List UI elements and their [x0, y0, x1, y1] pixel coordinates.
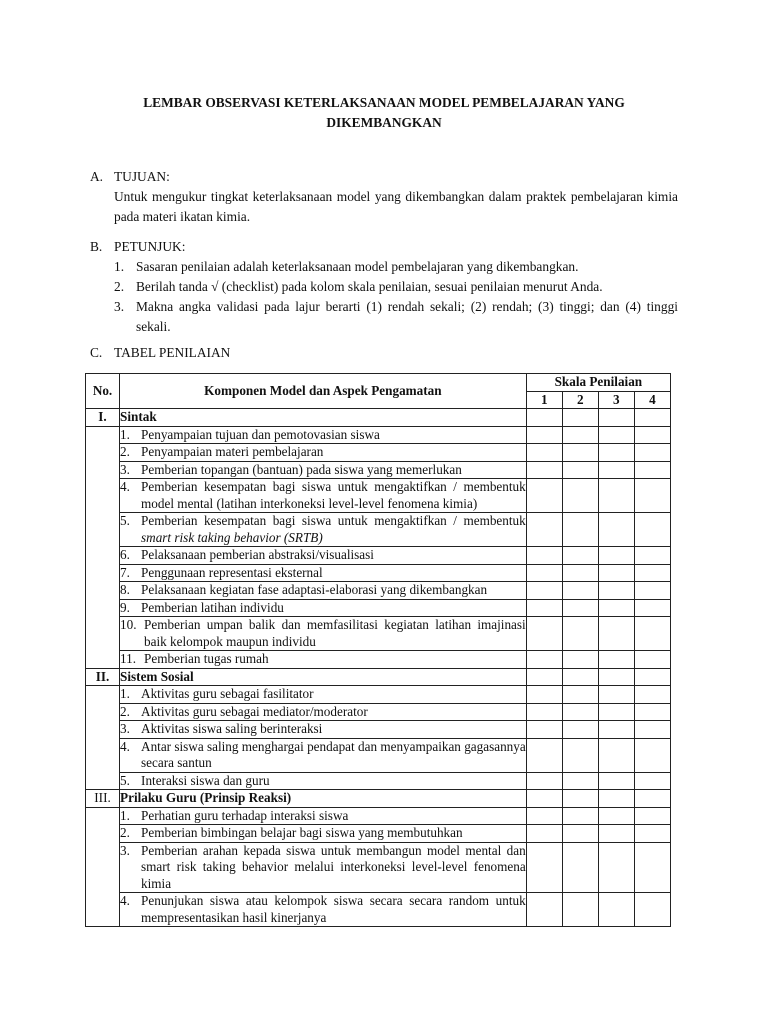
rating-cell-3[interactable]	[598, 790, 634, 808]
aspect-text-plain: Aktivitas guru sebagai mediator/moderator	[141, 703, 368, 719]
row-number: III.	[86, 790, 120, 808]
aspect-text	[144, 617, 526, 650]
aspect-text-plain: Penyampaian materi pembelajaran	[141, 444, 324, 459]
header-no: No.	[86, 374, 120, 409]
rating-cell-2[interactable]	[562, 479, 598, 513]
rating-cell-3[interactable]	[598, 444, 634, 462]
aspect-text-plain: Pemberian latihan individu	[141, 599, 284, 615]
instruction-item	[114, 297, 678, 337]
rating-cell-4[interactable]	[634, 547, 670, 565]
rating-cell-1[interactable]	[526, 444, 562, 462]
row-number-empty	[86, 721, 120, 739]
section-petunjuk	[90, 237, 678, 337]
rating-cell-1[interactable]	[526, 668, 562, 686]
section-marker: C.	[90, 345, 103, 360]
header-component: Komponen Model dan Aspek Pengamatan	[120, 374, 527, 409]
rating-cell-4[interactable]	[634, 893, 670, 927]
row-number-empty	[86, 461, 120, 479]
aspect-text-plain: Interaksi siswa dan guru	[141, 772, 270, 788]
rating-cell-2[interactable]	[562, 738, 598, 772]
header-scale-4: 4	[634, 391, 670, 409]
aspect-text-plain: Penggunaan representasi eksternal	[141, 564, 323, 580]
aspect-number: 2.	[120, 444, 130, 459]
table-row	[86, 564, 671, 582]
instruction-text: Berilah tanda √ (checklist) pada kolom skala penilaian, sesuai penilaian menurut Anda.	[136, 279, 603, 294]
rating-cell-3[interactable]	[598, 564, 634, 582]
rating-cell-2[interactable]	[562, 721, 598, 739]
aspect-text	[141, 843, 526, 893]
rating-cell-1[interactable]	[526, 686, 562, 704]
aspect-cell	[120, 444, 527, 462]
aspect-text	[141, 513, 526, 546]
rating-cell-4[interactable]	[634, 582, 670, 600]
table-row	[86, 703, 671, 721]
table-row	[86, 651, 671, 669]
aspect-number: 3.	[120, 461, 130, 477]
rating-cell-2[interactable]	[562, 668, 598, 686]
aspect-text-plain: Antar siswa saling menghargai pendapat dan menyampaikan gagasannya secara santun	[141, 738, 526, 770]
rating-cell-2[interactable]	[562, 617, 598, 651]
instruction-item	[114, 257, 678, 277]
table-row	[86, 686, 671, 704]
table-row	[86, 426, 671, 444]
row-number-empty	[86, 582, 120, 600]
row-number-empty	[86, 686, 120, 704]
aspect-number: 5.	[120, 513, 130, 528]
table-row	[86, 582, 671, 600]
aspect-number: 4.	[120, 479, 130, 494]
row-number-empty	[86, 738, 120, 772]
rating-cell-1[interactable]	[526, 807, 562, 825]
rating-cell-3[interactable]	[598, 599, 634, 617]
aspect-cell	[120, 426, 527, 444]
aspect-cell	[120, 825, 527, 843]
component-category: Sistem Sosial	[120, 668, 527, 686]
aspect-number: 2.	[120, 825, 130, 840]
rating-cell-1[interactable]	[526, 738, 562, 772]
row-number-empty	[86, 893, 120, 927]
instruction-text: Makna angka validasi pada lajur berarti (1) rendah sekali; (2) rendah; (3) tinggi; dan (4) tinggi sekali.	[136, 299, 678, 334]
section-tabel	[90, 343, 678, 363]
rating-cell-3[interactable]	[598, 479, 634, 513]
rating-cell-2[interactable]	[562, 790, 598, 808]
aspect-cell	[120, 651, 527, 669]
aspect-number: 1.	[120, 807, 130, 823]
row-number-empty	[86, 444, 120, 462]
aspect-text	[141, 893, 526, 926]
rating-cell-3[interactable]	[598, 668, 634, 686]
table-row	[86, 772, 671, 790]
instruction-number: 2.	[114, 279, 125, 294]
aspect-text-plain: Penyampaian tujuan dan pemotovasian siswa	[141, 426, 380, 442]
rating-cell-3[interactable]	[598, 461, 634, 479]
aspect-cell	[120, 461, 527, 479]
row-number-empty	[86, 564, 120, 582]
rating-cell-1[interactable]	[526, 721, 562, 739]
rating-cell-3[interactable]	[598, 617, 634, 651]
aspect-text-plain: Pemberian umpan balik dan memfasilitasi kegiatan latihan imajinasi baik kelompok maupun individu	[144, 617, 526, 649]
rating-cell-3[interactable]	[598, 721, 634, 739]
aspect-cell	[120, 564, 527, 582]
table-row	[86, 738, 671, 772]
rating-cell-4[interactable]	[634, 807, 670, 825]
rating-cell-1[interactable]	[526, 564, 562, 582]
component-category: Sintak	[120, 409, 527, 427]
rating-cell-2[interactable]	[562, 409, 598, 427]
aspect-text	[141, 808, 526, 825]
rating-cell-4[interactable]	[634, 651, 670, 669]
aspect-number: 11.	[120, 651, 137, 666]
rating-cell-4[interactable]	[634, 842, 670, 893]
instruction-number: 3.	[114, 299, 125, 314]
aspect-text-plain: Pemberian bimbingan belajar bagi siswa yang membutuhkan	[141, 825, 463, 840]
rating-cell-2[interactable]	[562, 703, 598, 721]
rating-cell-4[interactable]	[634, 721, 670, 739]
rating-cell-2[interactable]	[562, 461, 598, 479]
rating-cell-3[interactable]	[598, 686, 634, 704]
table-row	[86, 721, 671, 739]
aspect-cell	[120, 599, 527, 617]
row-number: I.	[86, 409, 120, 427]
aspect-cell	[120, 893, 527, 927]
rating-cell-3[interactable]	[598, 893, 634, 927]
rating-cell-1[interactable]	[526, 479, 562, 513]
table-row	[86, 893, 671, 927]
rating-cell-4[interactable]	[634, 772, 670, 790]
rating-cell-4[interactable]	[634, 738, 670, 772]
aspect-text-plain: Pemberian tugas rumah	[144, 651, 269, 666]
row-number-empty	[86, 617, 120, 651]
rating-cell-3[interactable]	[598, 582, 634, 600]
rating-cell-1[interactable]	[526, 893, 562, 927]
aspect-text	[141, 479, 526, 512]
rating-cell-3[interactable]	[598, 703, 634, 721]
row-number-empty	[86, 807, 120, 825]
rating-cell-4[interactable]	[634, 599, 670, 617]
rating-cell-3[interactable]	[598, 825, 634, 843]
row-number-empty	[86, 703, 120, 721]
aspect-text	[141, 462, 526, 479]
aspect-text-plain: Pemberian kesempatan bagi siswa untuk mengaktifkan / membentuk model mental (latihan interkoneksi level-level fenomena kimia)	[141, 479, 526, 511]
instruction-number: 1.	[114, 259, 125, 274]
observation-table-body	[86, 409, 671, 927]
rating-cell-4[interactable]	[634, 668, 670, 686]
aspect-text	[141, 547, 526, 564]
aspect-text-plain: Pelaksanaan kegiatan fase adaptasi-elaborasi yang dikembangkan	[141, 582, 488, 597]
section-heading: PETUNJUK:	[114, 239, 186, 254]
aspect-cell	[120, 738, 527, 772]
document-title	[90, 93, 678, 133]
rating-cell-4[interactable]	[634, 790, 670, 808]
aspect-cell	[120, 686, 527, 704]
rating-cell-1[interactable]	[526, 599, 562, 617]
row-number-empty	[86, 772, 120, 790]
aspect-cell	[120, 513, 527, 547]
rating-cell-3[interactable]	[598, 409, 634, 427]
rating-cell-4[interactable]	[634, 825, 670, 843]
aspect-number: 1.	[120, 686, 130, 701]
rating-cell-1[interactable]	[526, 842, 562, 893]
rating-cell-4[interactable]	[634, 564, 670, 582]
aspect-cell	[120, 703, 527, 721]
rating-cell-2[interactable]	[562, 772, 598, 790]
section-paragraph: Untuk mengukur tingkat keterlaksanaan model yang dikembangkan dalam praktek pembelajaran kimia pada materi ikatan kimia.	[114, 189, 678, 224]
rating-cell-1[interactable]	[526, 651, 562, 669]
rating-cell-2[interactable]	[562, 651, 598, 669]
table-row	[86, 547, 671, 565]
instruction-item	[114, 277, 678, 297]
rating-cell-2[interactable]	[562, 582, 598, 600]
aspect-text	[141, 739, 526, 772]
rating-cell-3[interactable]	[598, 651, 634, 669]
row-number-empty	[86, 599, 120, 617]
row-number-empty	[86, 547, 120, 565]
section-marker: A.	[90, 169, 104, 184]
aspect-number: 8.	[120, 582, 130, 597]
rating-cell-1[interactable]	[526, 790, 562, 808]
table-row	[86, 599, 671, 617]
rating-cell-3[interactable]	[598, 426, 634, 444]
rating-cell-2[interactable]	[562, 825, 598, 843]
aspect-text-plain: Pemberian arahan kepada siswa untuk membangun model mental dan smart risk taking behavior melalui interkoneksi level-level fenomena kimia	[141, 842, 526, 891]
aspect-text	[141, 427, 526, 444]
instruction-text: Sasaran penilaian adalah keterlaksanaan model pembelajaran yang dikembangkan.	[136, 259, 579, 274]
aspect-cell	[120, 807, 527, 825]
rating-cell-1[interactable]	[526, 547, 562, 565]
rating-cell-3[interactable]	[598, 807, 634, 825]
table-row-category	[86, 790, 671, 808]
aspect-text	[141, 773, 526, 790]
aspect-text-plain: Perhatian guru terhadap interaksi siswa	[141, 807, 349, 823]
aspect-number: 2.	[120, 703, 130, 719]
rating-cell-4[interactable]	[634, 686, 670, 704]
aspect-text-plain: Penunjukan siswa atau kelompok siswa secara secara random untuk mempresentasikan hasil kinerjanya	[141, 893, 526, 925]
aspect-text	[141, 704, 526, 721]
rating-cell-4[interactable]	[634, 409, 670, 427]
table-row	[86, 825, 671, 843]
rating-cell-3[interactable]	[598, 547, 634, 565]
table-row	[86, 807, 671, 825]
aspect-number: 4.	[120, 893, 130, 908]
section-heading: TUJUAN:	[114, 169, 170, 184]
aspect-number: 4.	[120, 738, 130, 754]
rating-cell-1[interactable]	[526, 772, 562, 790]
aspect-number: 7.	[120, 564, 130, 580]
rating-cell-2[interactable]	[562, 599, 598, 617]
aspect-number: 9.	[120, 599, 130, 615]
aspect-cell	[120, 479, 527, 513]
rating-cell-2[interactable]	[562, 513, 598, 547]
aspect-cell	[120, 772, 527, 790]
header-scale-1: 1	[526, 391, 562, 409]
rating-cell-2[interactable]	[562, 547, 598, 565]
table-row	[86, 479, 671, 513]
aspect-text-plain: Pemberian topangan (bantuan) pada siswa yang memerlukan	[141, 461, 462, 477]
rating-cell-3[interactable]	[598, 842, 634, 893]
rating-cell-2[interactable]	[562, 686, 598, 704]
aspect-text	[141, 444, 526, 461]
rating-cell-4[interactable]	[634, 461, 670, 479]
header-scale-3: 3	[598, 391, 634, 409]
aspect-text	[141, 721, 526, 738]
aspect-text	[141, 600, 526, 617]
rating-cell-1[interactable]	[526, 461, 562, 479]
header-scale-2: 2	[562, 391, 598, 409]
aspect-text-italic: smart risk taking behavior (SRTB)	[141, 529, 323, 545]
row-number-empty	[86, 479, 120, 513]
rating-cell-4[interactable]	[634, 513, 670, 547]
rating-cell-2[interactable]	[562, 842, 598, 893]
rating-cell-1[interactable]	[526, 617, 562, 651]
rating-cell-1[interactable]	[526, 703, 562, 721]
table-row	[86, 444, 671, 462]
rating-cell-4[interactable]	[634, 426, 670, 444]
aspect-text-plain: Pemberian kesempatan bagi siswa untuk mengaktifkan / membentuk	[141, 513, 526, 528]
rating-cell-1[interactable]	[526, 409, 562, 427]
aspect-number: 5.	[120, 772, 130, 788]
aspect-text	[141, 565, 526, 582]
section-heading: TABEL PENILAIAN	[114, 345, 231, 360]
aspect-cell	[120, 721, 527, 739]
document-title-line-2: DIKEMBANGKAN	[326, 115, 442, 130]
aspect-text	[141, 582, 526, 599]
aspect-cell	[120, 617, 527, 651]
rating-cell-4[interactable]	[634, 617, 670, 651]
aspect-text-plain: Aktivitas siswa saling berinteraksi	[141, 721, 323, 736]
rating-cell-2[interactable]	[562, 807, 598, 825]
rating-cell-2[interactable]	[562, 564, 598, 582]
component-category: Prilaku Guru (Prinsip Reaksi)	[120, 790, 527, 808]
table-row	[86, 842, 671, 893]
table-row	[86, 617, 671, 651]
aspect-text	[141, 825, 526, 842]
aspect-cell	[120, 842, 527, 893]
rating-cell-2[interactable]	[562, 426, 598, 444]
rating-cell-1[interactable]	[526, 582, 562, 600]
row-number-empty	[86, 426, 120, 444]
aspect-number: 6.	[120, 547, 130, 562]
aspect-text-plain: Aktivitas guru sebagai fasilitator	[141, 686, 314, 701]
rating-cell-2[interactable]	[562, 444, 598, 462]
document-title-line-1: LEMBAR OBSERVASI KETERLAKSANAAN MODEL PEMBELAJARAN YANG	[143, 95, 625, 110]
aspect-number: 1.	[120, 426, 130, 442]
table-row-category	[86, 409, 671, 427]
aspect-number: 10.	[120, 617, 137, 632]
observation-table	[85, 373, 671, 927]
aspect-cell	[120, 547, 527, 565]
rating-cell-2[interactable]	[562, 893, 598, 927]
aspect-number: 3.	[120, 842, 130, 858]
aspect-cell	[120, 582, 527, 600]
section-tujuan	[90, 167, 678, 227]
rating-cell-4[interactable]	[634, 703, 670, 721]
row-number-empty	[86, 513, 120, 547]
table-row	[86, 461, 671, 479]
rating-cell-3[interactable]	[598, 738, 634, 772]
row-number-empty	[86, 651, 120, 669]
rating-cell-3[interactable]	[598, 772, 634, 790]
rating-cell-1[interactable]	[526, 426, 562, 444]
aspect-text	[144, 651, 526, 668]
rating-cell-1[interactable]	[526, 825, 562, 843]
table-row	[86, 513, 671, 547]
rating-cell-4[interactable]	[634, 479, 670, 513]
aspect-number: 3.	[120, 721, 130, 736]
section-marker: B.	[90, 239, 103, 254]
row-number: II.	[86, 668, 120, 686]
aspect-text-plain: Pelaksanaan pemberian abstraksi/visualisasi	[141, 547, 374, 562]
rating-cell-4[interactable]	[634, 444, 670, 462]
rating-cell-1[interactable]	[526, 513, 562, 547]
row-number-empty	[86, 842, 120, 893]
instruction-list	[90, 257, 678, 337]
header-scale: Skala Penilaian	[526, 374, 670, 392]
aspect-text	[141, 686, 526, 703]
rating-cell-3[interactable]	[598, 513, 634, 547]
row-number-empty	[86, 825, 120, 843]
table-row-category	[86, 668, 671, 686]
